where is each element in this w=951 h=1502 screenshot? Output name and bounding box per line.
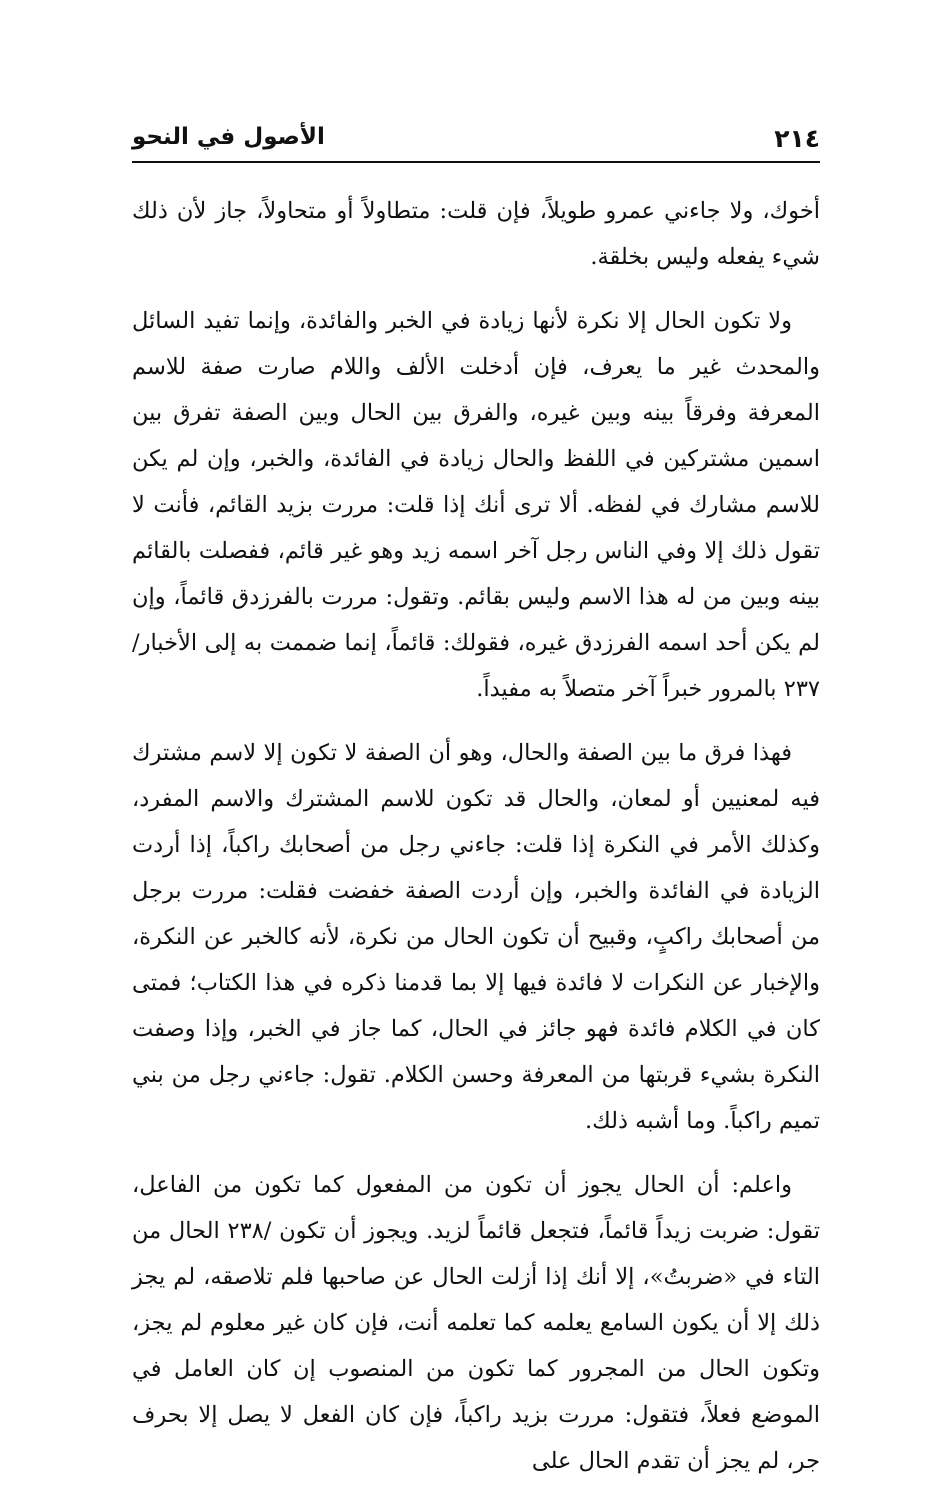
paragraph-4: واعلم: أن الحال يجوز أن تكون من المفعول كما تكون من الفاعل، تقول: ضربت زيداً قائماً، فتجعل قائماً لزيد. ويجوز أن تكون /٢٣٨ الحال من التاء في «ضربتُ»، إلا أنك إذا أزلت الحال عن صاحبها فلم تلاصقه، لم يجز ذلك إلا أن يكون السامع يعلمه كما تعلمه أنت، فإن كان غير معلوم لم يجز، وتكون الحال من المجرور كما تكون من المنصوب إن كان العامل في الموضع فعلاً، فتقول: مررت بزيد راكباً، فإن كان الفعل لا يصل إلا بحرف جر، لم يجز أن تقدم الحال على	[132, 1172, 820, 1474]
page-number: ٢١٤	[774, 124, 820, 153]
body-text	[132, 188, 820, 1502]
running-title: الأصول في النحو	[132, 124, 325, 150]
page-header	[132, 118, 820, 158]
paragraph-2: ولا تكون الحال إلا نكرة لأنها زيادة في الخبر والفائدة، وإنما تفيد السائل والمحدث غير ما يعرف، فإن أدخلت الألف واللام صارت صفة للاسم المعرفة وفرقاً بينه وبين غيره، والفرق بين الحال وبين الصفة تفرق بين اسمين مشتركين في اللفظ والحال زيادة في الفائدة، والخبر، وإن لم يكن للاسم مشارك في لفظه. ألا ترى أنك إذا قلت: مررت بزيد القائم، فأنت لا تقول ذلك إلا وفي الناس رجل آخر اسمه زيد وهو غير قائم، ففصلت بالقائم بينه وبين من له هذا الاسم وليس بقائم. وتقول: مررت بالفرزدق قائماً، وإن لم يكن أحد اسمه الفرزدق غيره، فقولك: قائماً، إنما ضممت به إلى الأخبار/٢٣٧ بالمرور خبراً آخر متصلاً به مفيداً.	[132, 308, 820, 702]
paragraph-3: فهذا فرق ما بين الصفة والحال، وهو أن الصفة لا تكون إلا لاسم مشترك فيه لمعنيين أو لمعان، والحال قد تكون للاسم المشترك والاسم المفرد، وكذلك الأمر في النكرة إذا قلت: جاءني رجل من أصحابك راكباً، إذا أردت الزيادة في الفائدة والخبر، وإن أردت الصفة خفضت فقلت: مررت برجل من أصحابك راكبٍ، وقبيح أن تكون الحال من نكرة، لأنه كالخبر عن النكرة، والإخبار عن النكرات لا فائدة فيها إلا بما قدمنا ذكره في هذا الكتاب؛ فمتى كان في الكلام فائدة فهو جائز في الحال، كما جاز في الخبر، وإذا وصفت النكرة بشيء قربتها من المعرفة وحسن الكلام. تقول: جاءني رجل من بني تميم راكباً. وما أشبه ذلك.	[132, 740, 820, 1134]
header-rule	[132, 161, 820, 163]
paragraph-1: أخوك، ولا جاءني عمرو طويلاً، فإن قلت: متطاولاً أو متحاولاً، جاز لأن ذلك شيء يفعله وليس بخلقة.	[132, 198, 820, 270]
